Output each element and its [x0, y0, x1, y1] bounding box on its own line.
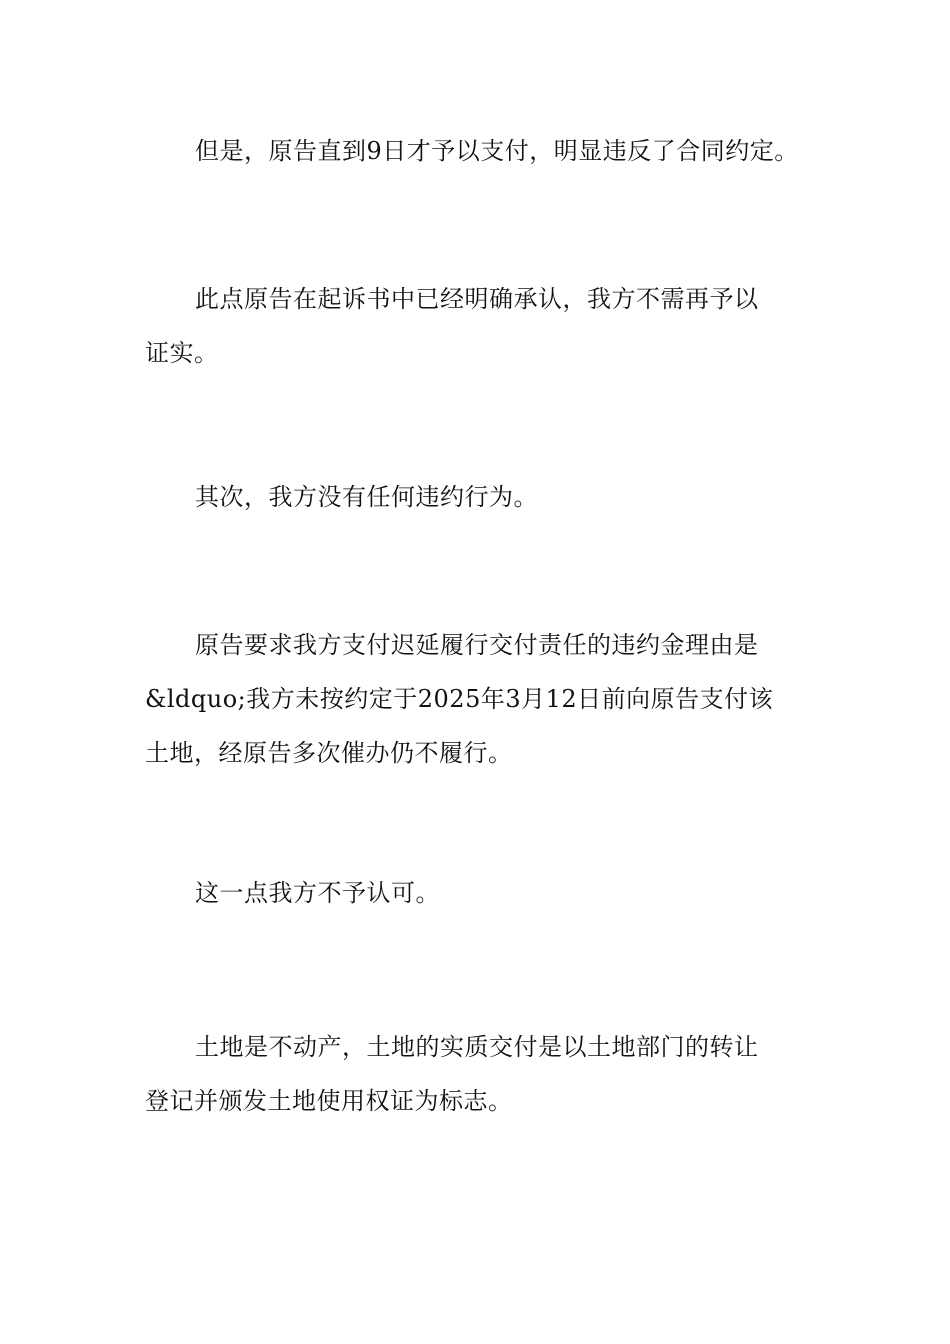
paragraph-line: 这一点我方不予认可。: [195, 879, 440, 907]
paragraph-not-accepted: [145, 866, 810, 920]
paragraph-line: 但是，原告直到9日才予以支付，明显违反了合同约定。: [195, 137, 799, 165]
paragraph-line: 土地是不动产，土地的实质交付是以土地部门的转让: [195, 1033, 759, 1061]
paragraph-line: 此点原告在起诉书中已经明确承认，我方不需再予以: [195, 285, 759, 313]
paragraph-plaintiff-admitted: [145, 272, 810, 380]
paragraph-land-delivery: [145, 1020, 810, 1128]
paragraph-payment-late: [145, 124, 810, 178]
paragraph-line: 土地，经原告多次催办仍不履行。: [145, 739, 513, 767]
paragraph-penalty-claim: [145, 618, 810, 780]
paragraph-line: &ldquo;我方未按约定于2025年3月12日前向原告支付该: [145, 685, 774, 713]
paragraph-line: 登记并颁发土地使用权证为标志。: [145, 1087, 513, 1115]
paragraph-line: 原告要求我方支付迟延履行交付责任的违约金理由是: [195, 631, 759, 659]
paragraph-no-breach: [145, 470, 810, 524]
paragraph-line: 证实。: [145, 339, 219, 367]
paragraph-line: 其次，我方没有任何违约行为。: [195, 483, 538, 511]
